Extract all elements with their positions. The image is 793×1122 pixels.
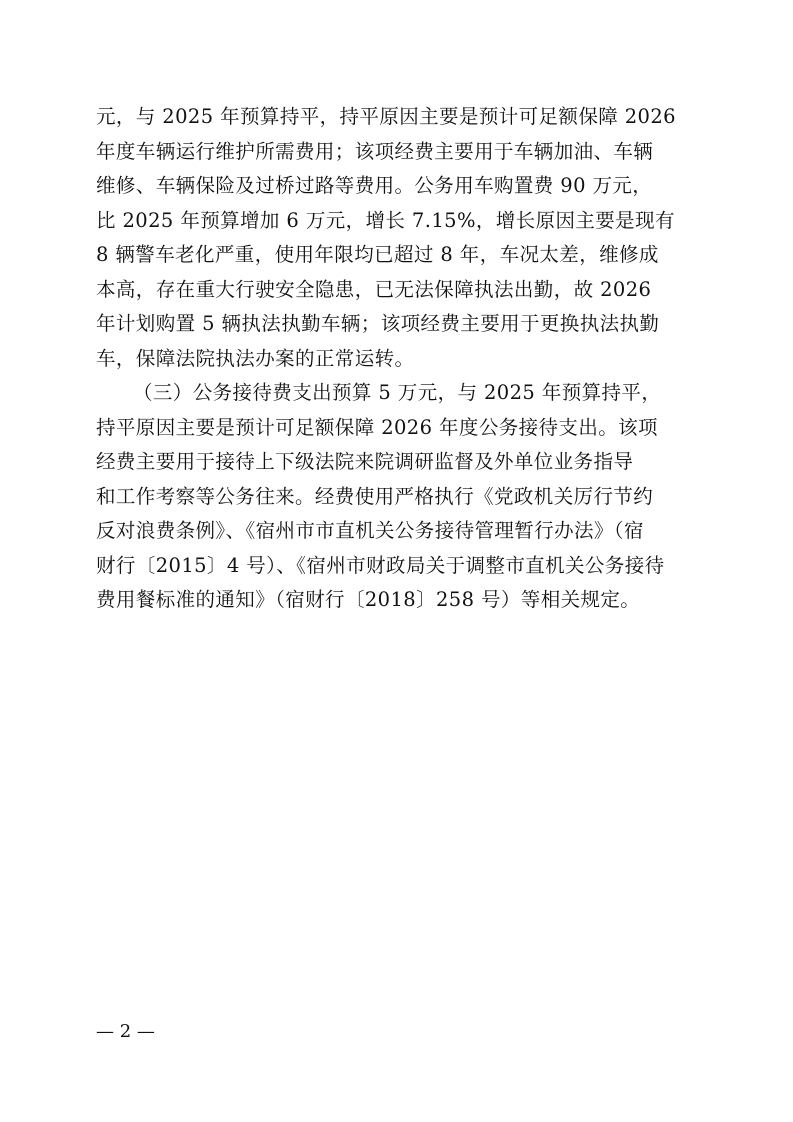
- body-text: [96, 100, 696, 618]
- page-number: — 2 —: [96, 1021, 155, 1042]
- text-line: 比 2025 年预算增加 6 万元，增长 7.15%，增长原因主要是现有: [96, 208, 675, 232]
- text-line: 持平原因主要是预计可足额保障 2026 年度公务接待支出。该项: [96, 415, 658, 439]
- paragraph-heading-line: （三）公务接待费支出预算 5 万元，与 2025 年预算持平，: [133, 381, 662, 404]
- text-line: 车，保障法院执法办案的正常运转。: [96, 346, 415, 370]
- text-line: 和工作考察等公务往来。经费使用严格执行《党政机关厉行节约: [96, 484, 654, 508]
- text-line: 财行〔2015〕4 号）、《宿州市财政局关于调整市直机关公务接待: [96, 553, 665, 577]
- text-line: 8 辆警车老化严重，使用年限均已超过 8 年，车况太差，维修成: [96, 243, 659, 266]
- text-line: 本高，存在重大行驶安全隐患，已无法保障执法出勤，故 2026: [96, 277, 652, 301]
- text-line: 经费主要用于接待上下级法院来院调研监督及外单位业务指导: [96, 450, 634, 473]
- text-line: 费用餐标准的通知》（宿财行〔2018〕258 号）等相关规定。: [96, 588, 641, 611]
- text-line: 元，与 2025 年预算持平，持平原因主要是预计可足额保障 2026: [96, 105, 676, 128]
- text-line: 反对浪费条例》、《宿州市市直机关公务接待管理暂行办法》（宿: [96, 519, 644, 542]
- text-line: 维修、车辆保险及过桥过路等费用。公务用车购置费 90 万元，: [96, 174, 653, 197]
- text-line: 年度车辆运行维护所需费用；该项经费主要用于车辆加油、车辆: [96, 139, 654, 163]
- text-line: 年计划购置 5 辆执法执勤车辆；该项经费主要用于更换执法执勤: [96, 312, 660, 335]
